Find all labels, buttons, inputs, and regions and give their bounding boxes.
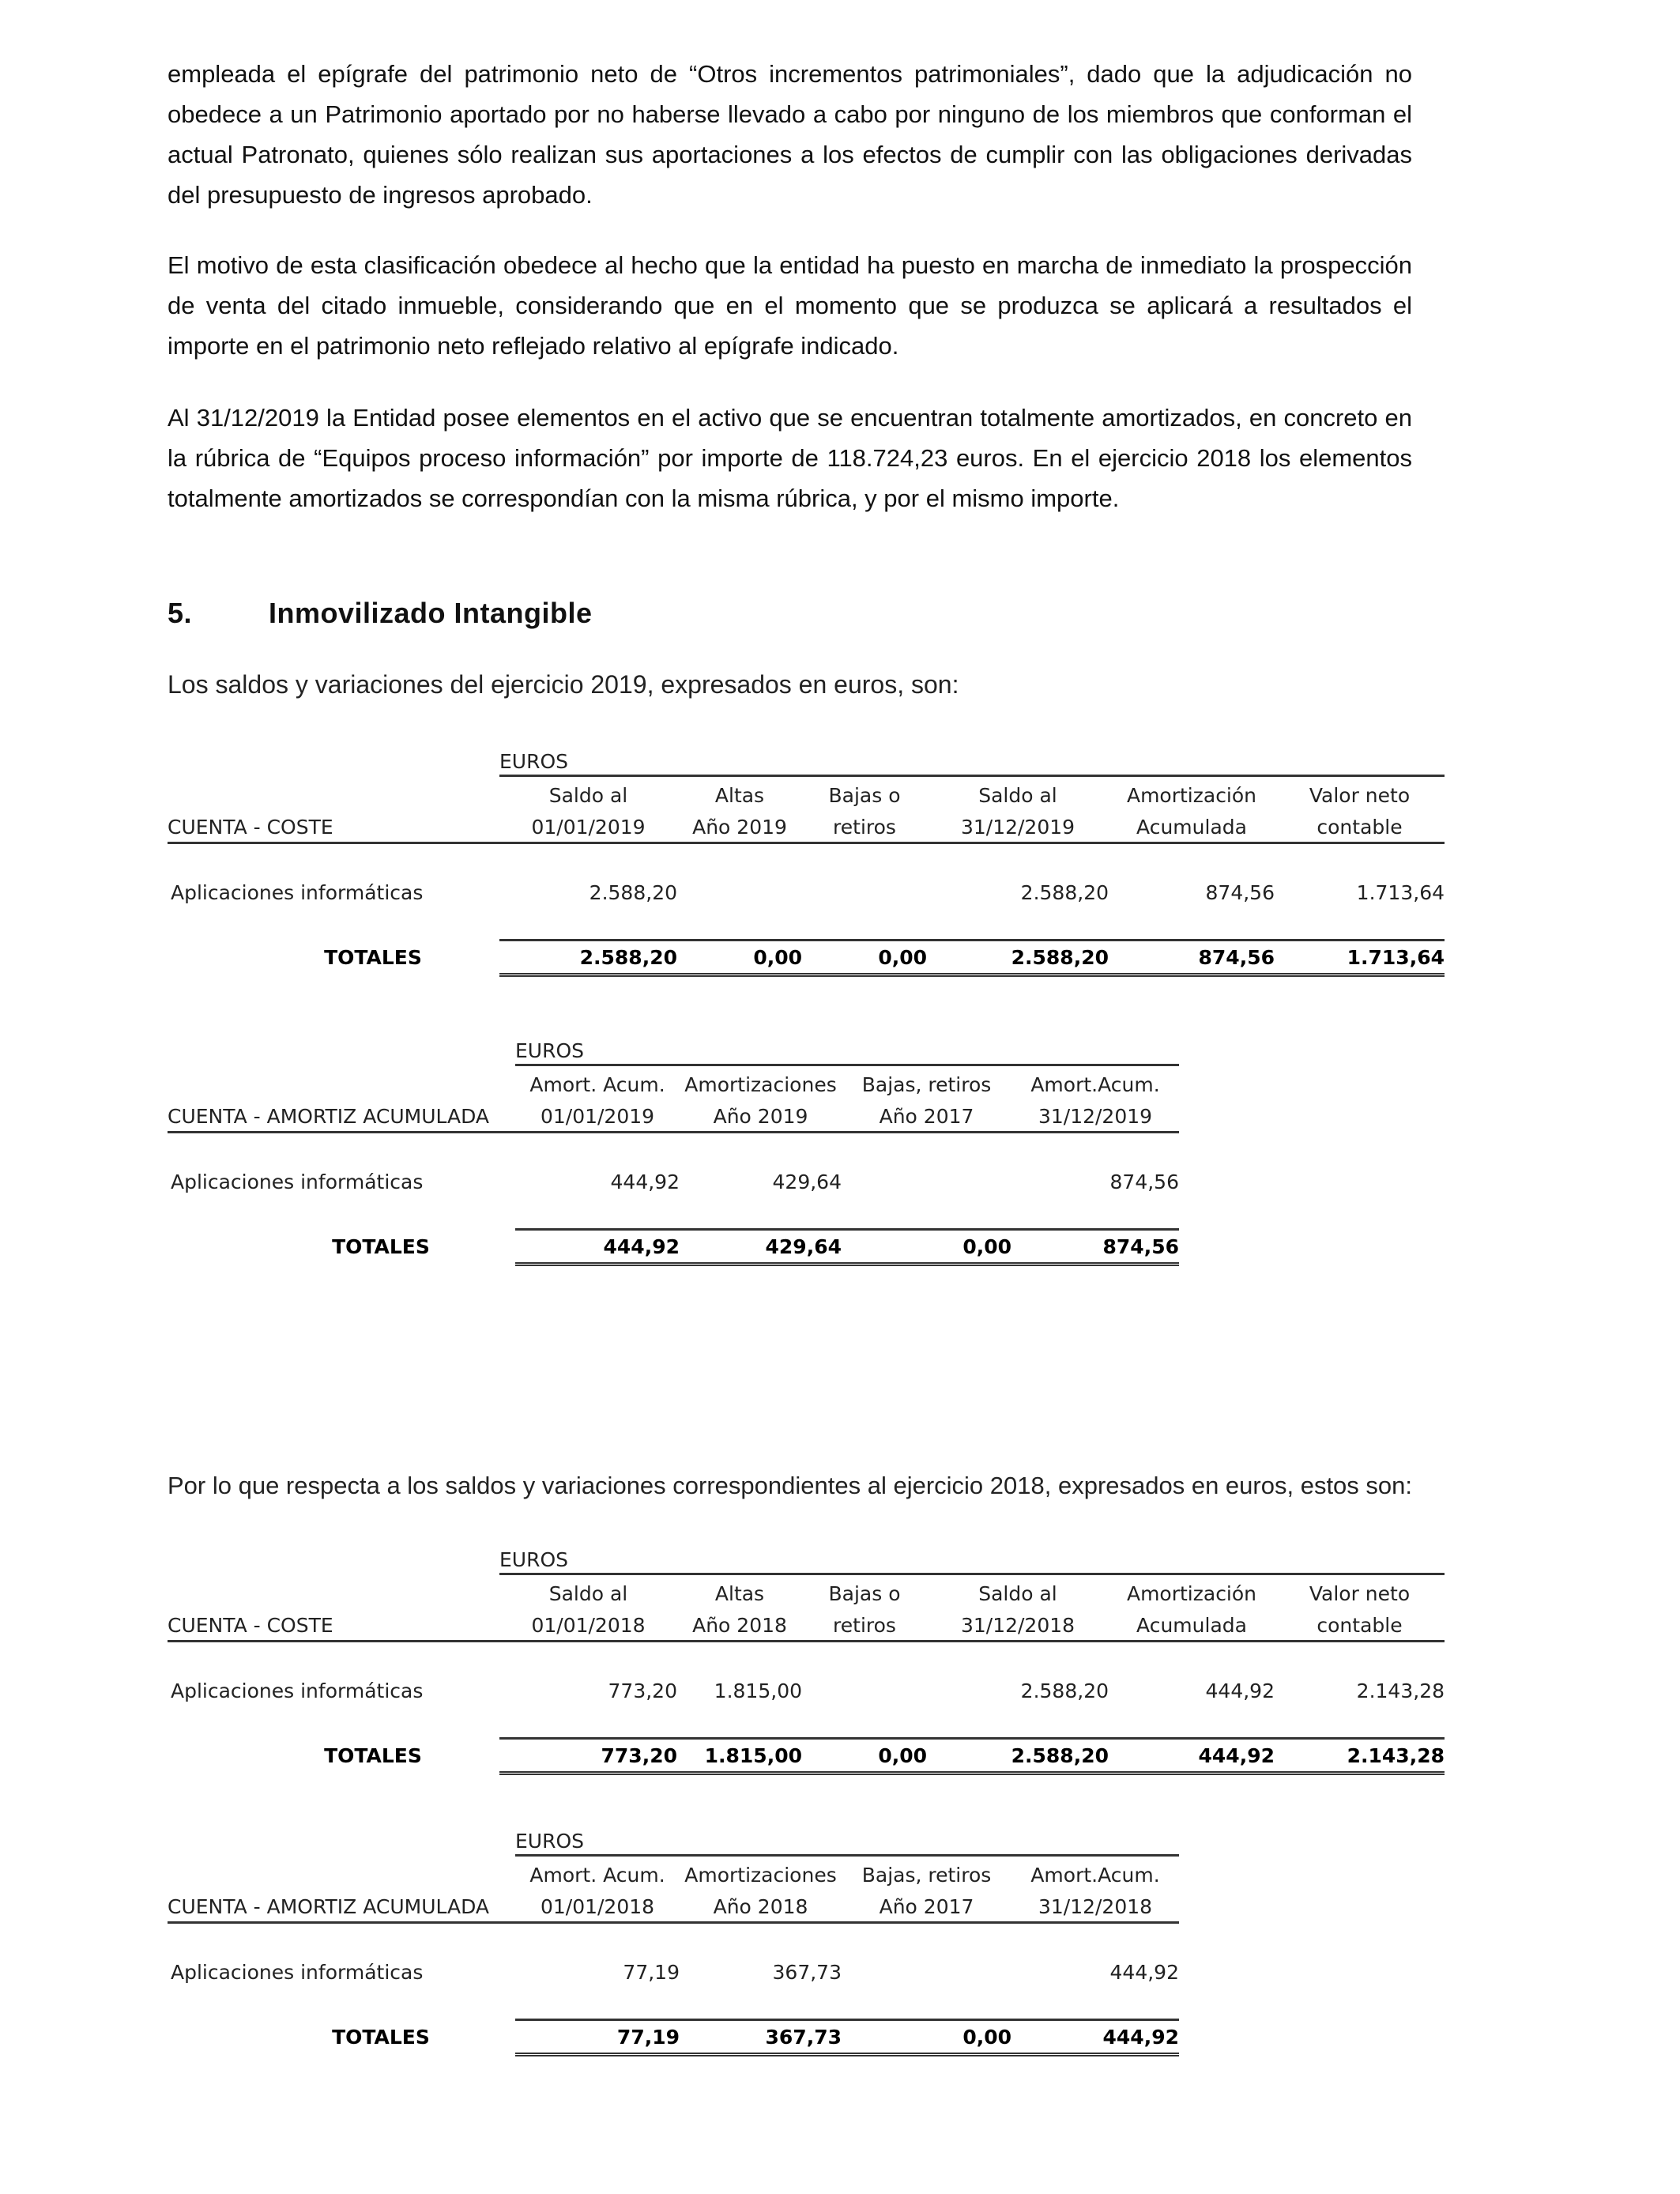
total-cell: 1.713,64: [1275, 941, 1445, 975]
total-cell: 773,20: [499, 1739, 677, 1774]
column-header: Saldo al: [548, 1582, 628, 1605]
column-header: Amort.Acum.: [1030, 1073, 1160, 1096]
column-header: Bajas, retiros: [861, 1073, 992, 1096]
table-cell: [677, 876, 802, 909]
totals-row: [168, 941, 1445, 975]
column-header: retiros: [802, 807, 927, 843]
column-header: Acumulada: [1109, 1605, 1275, 1642]
table-cell: 2.143,28: [1356, 1679, 1445, 1702]
totals-label: TOTALES: [332, 1235, 430, 1258]
table-amortizacion-2019: [168, 1034, 1179, 1266]
totals-row: [168, 2020, 1179, 2055]
column-header: 31/12/2018: [1011, 1887, 1179, 1923]
table-cell: 444,92: [610, 1170, 680, 1193]
table-coste-2019: [168, 745, 1445, 977]
column-header: Año 2017: [842, 1887, 1011, 1923]
total-cell: 444,92: [1011, 2020, 1179, 2055]
column-header: Bajas o: [828, 1582, 901, 1605]
column-header: 31/12/2018: [927, 1605, 1109, 1642]
total-cell: 2.143,28: [1275, 1739, 1445, 1774]
total-cell: 77,19: [515, 2020, 680, 2055]
column-header: Año 2019: [677, 807, 802, 843]
table-row: [168, 1674, 1445, 1707]
total-cell: 0,00: [842, 1230, 1011, 1265]
column-header: Saldo al: [978, 784, 1057, 807]
column-header: Valor neto: [1309, 1582, 1411, 1605]
column-header: Valor neto: [1309, 784, 1411, 807]
total-cell: 874,56: [1011, 1230, 1179, 1265]
table-cell: 2.588,20: [1020, 880, 1109, 904]
column-header: Año 2018: [677, 1605, 802, 1642]
column-header: 01/01/2019: [515, 1096, 680, 1133]
column-header: Año 2018: [680, 1887, 842, 1923]
table-cell: 874,56: [1109, 1170, 1179, 1193]
total-cell: 0,00: [802, 1739, 927, 1774]
table-cell: 2.588,20: [1020, 1679, 1109, 1702]
column-header: contable: [1275, 1605, 1445, 1642]
euros-label: EUROS: [499, 745, 1445, 776]
account-header: CUENTA - AMORTIZ ACUMULADA: [168, 1887, 515, 1923]
totals-row: [168, 1230, 1179, 1265]
row-label: Aplicaciones informáticas: [171, 1960, 424, 1984]
totals-row: [168, 1739, 1445, 1774]
column-header: Amortizaciones: [684, 1073, 837, 1096]
total-cell: 1.815,00: [677, 1739, 802, 1774]
column-header: Amortizaciones: [684, 1864, 837, 1887]
table-cell: 1.815,00: [714, 1679, 802, 1702]
column-header: Amortización: [1126, 784, 1257, 807]
account-header: CUENTA - COSTE: [168, 1605, 499, 1642]
column-header: Acumulada: [1109, 807, 1275, 843]
section-title: Inmovilizado Intangible: [269, 597, 593, 629]
column-header: 01/01/2018: [499, 1605, 677, 1642]
euros-label: EUROS: [515, 1824, 1179, 1856]
column-header: Amort.Acum.: [1030, 1864, 1160, 1887]
column-header: Saldo al: [548, 784, 628, 807]
column-header: 01/01/2018: [515, 1887, 680, 1923]
intro-2018: Por lo que respecta a los saldos y variaciones correspondientes al ejercicio 2018, expresados en euros, estos son:: [168, 1472, 1413, 1499]
paragraph-3: Al 31/12/2019 la Entidad posee elementos en el activo que se encuentran totalmente amortizados, en concreto en la rúbrica de “Equipos proceso información” por importe de 118.724,23 euros. En el ejercicio 2018 los elementos totalmente amortizados se correspondían con la misma rúbrica, y por el mismo importe.: [168, 404, 1412, 512]
table-row: [168, 1165, 1179, 1198]
table-cell: [842, 1955, 1011, 1989]
column-header: Amort. Acum.: [529, 1073, 665, 1096]
column-header: Amortización: [1126, 1582, 1257, 1605]
total-cell: 0,00: [802, 941, 927, 975]
column-header: Año 2017: [842, 1096, 1011, 1133]
table-cell: [802, 1674, 927, 1707]
column-header: Altas: [714, 1582, 765, 1605]
total-cell: 0,00: [842, 2020, 1011, 2055]
total-cell: 874,56: [1109, 941, 1275, 975]
total-cell: 444,92: [515, 1230, 680, 1265]
column-header: Saldo al: [978, 1582, 1057, 1605]
paragraph-2: El motivo de esta clasificación obedece al hecho que la entidad ha puesto en marcha de inmediato la prospección de venta del citado inmueble, considerando que en el momento que se produzca se aplicará a resultados el importe en el patrimonio neto reflejado relativo al epígrafe indicado.: [168, 251, 1412, 360]
column-header: retiros: [802, 1605, 927, 1642]
totals-label: TOTALES: [324, 946, 422, 969]
column-header: Amort. Acum.: [529, 1864, 665, 1887]
totals-label: TOTALES: [332, 2026, 430, 2049]
row-label: Aplicaciones informáticas: [171, 880, 424, 904]
table-cell: [842, 1165, 1011, 1198]
table-cell: 444,92: [1205, 1679, 1275, 1702]
column-header: Bajas, retiros: [861, 1864, 992, 1887]
column-header: Bajas o: [828, 784, 901, 807]
column-header: contable: [1275, 807, 1445, 843]
euros-label: EUROS: [515, 1034, 1179, 1065]
total-cell: 2.588,20: [499, 941, 677, 975]
total-cell: 444,92: [1109, 1739, 1275, 1774]
column-header: Altas: [714, 784, 765, 807]
section-number: 5.: [168, 597, 193, 629]
table-cell: 773,20: [608, 1679, 677, 1702]
table-cell: 1.713,64: [1356, 880, 1445, 904]
paragraph-1: empleada el epígrafe del patrimonio neto de “Otros incrementos patrimoniales”, dado que la adjudicación no obedece a un Patrimonio aportado por no haberse llevado a cabo por ninguno de los miembros que conforman el actual Patronato, quienes sólo realizan sus aportaciones a los efectos de cumplir con las obligaciones derivadas del presupuesto de ingresos aprobado.: [168, 60, 1412, 209]
column-header: 01/01/2019: [499, 807, 677, 843]
table-cell: 874,56: [1205, 880, 1275, 904]
row-label: Aplicaciones informáticas: [171, 1170, 424, 1193]
account-header: CUENTA - AMORTIZ ACUMULADA: [168, 1096, 515, 1133]
column-header: 31/12/2019: [927, 807, 1109, 843]
table-amortizacion-2018: [168, 1824, 1179, 2056]
totals-label: TOTALES: [324, 1744, 422, 1767]
account-header: CUENTA - COSTE: [168, 807, 499, 843]
column-header: 31/12/2019: [1011, 1096, 1179, 1133]
total-cell: 2.588,20: [927, 1739, 1109, 1774]
table-row: [168, 876, 1445, 909]
total-cell: 2.588,20: [927, 941, 1109, 975]
intro-2019: Los saldos y variaciones del ejercicio 2019, expresados en euros, son:: [168, 670, 959, 699]
total-cell: 429,64: [680, 1230, 842, 1265]
table-cell: 367,73: [772, 1960, 842, 1984]
column-header: Año 2019: [680, 1096, 842, 1133]
table-coste-2018: [168, 1543, 1445, 1775]
table-row: [168, 1955, 1179, 1989]
table-cell: 444,92: [1109, 1960, 1179, 1984]
section-heading: [168, 597, 593, 630]
table-cell: [802, 876, 927, 909]
total-cell: 367,73: [680, 2020, 842, 2055]
table-cell: 2.588,20: [589, 880, 677, 904]
euros-label: EUROS: [499, 1543, 1445, 1574]
total-cell: 0,00: [677, 941, 802, 975]
row-label: Aplicaciones informáticas: [171, 1679, 424, 1702]
table-cell: 429,64: [772, 1170, 842, 1193]
table-cell: 77,19: [623, 1960, 680, 1984]
